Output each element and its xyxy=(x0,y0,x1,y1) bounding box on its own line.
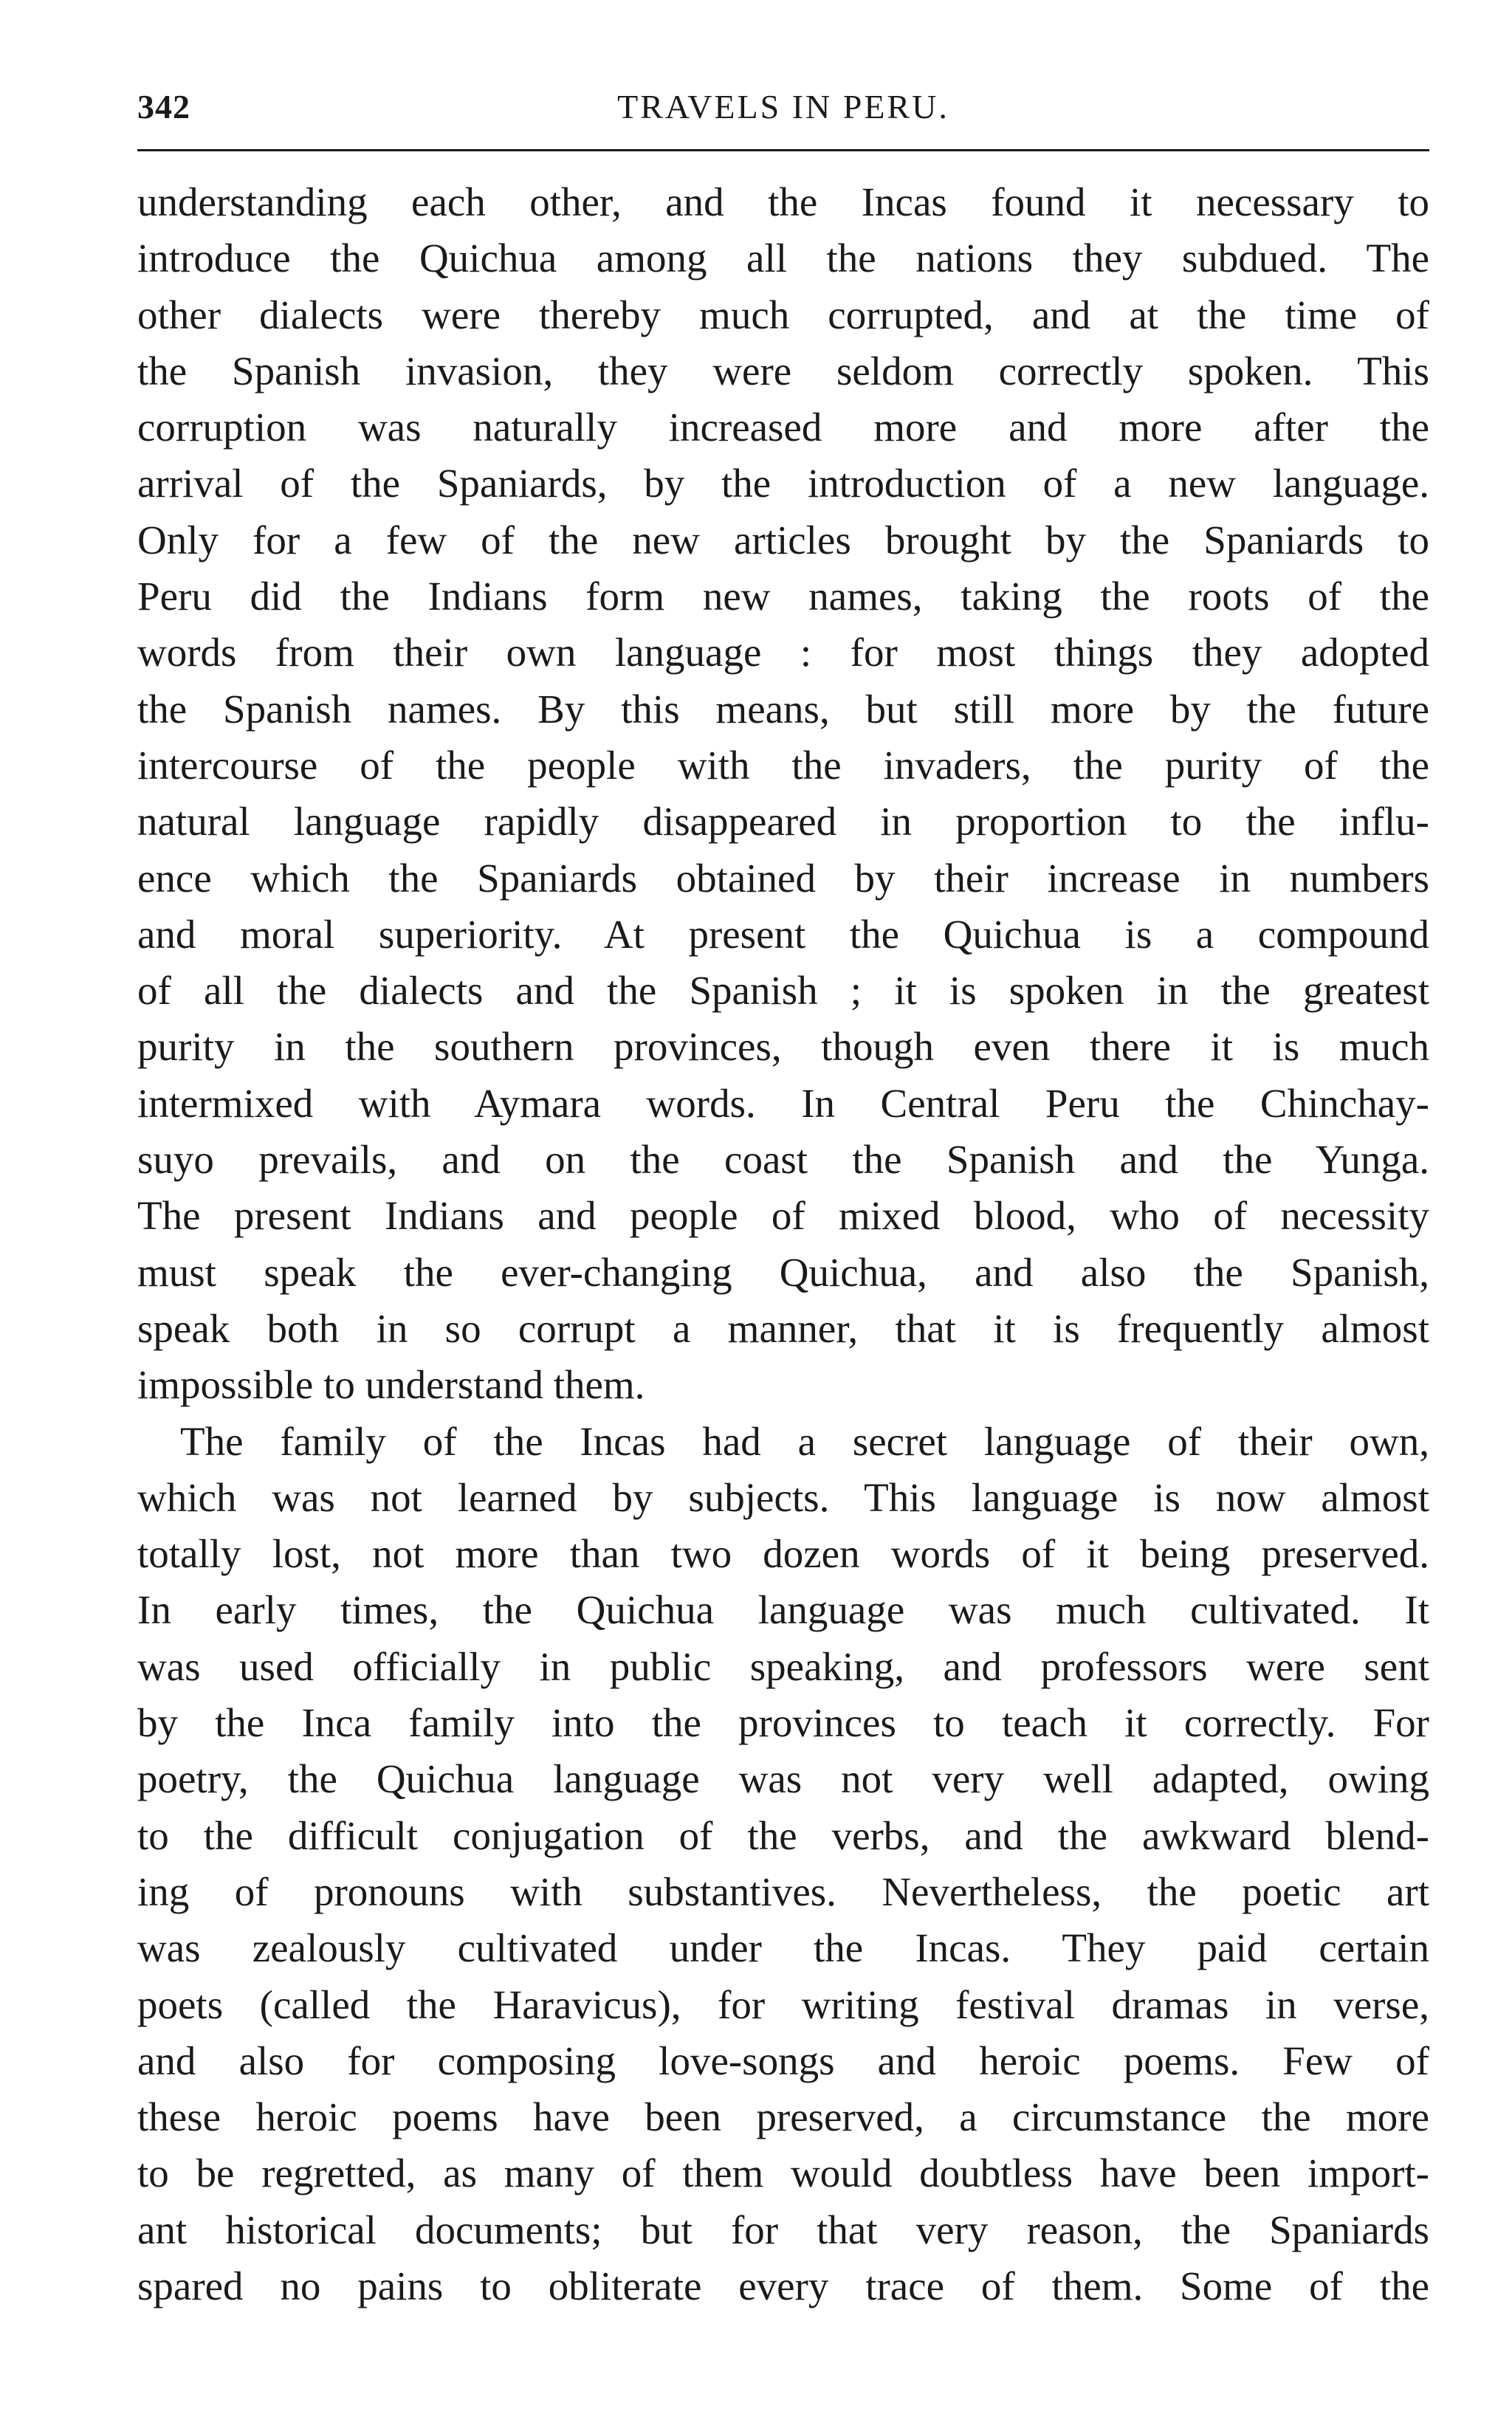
body-text xyxy=(137,174,1429,2314)
text-line: spared no pains to obliterate every trace of them. Some of the xyxy=(137,2263,1429,2308)
text-line: intercourse of the people with the invaders, the purity of the xyxy=(137,742,1429,788)
text-line: suyo prevails, and on the coast the Spanish and the Yunga. xyxy=(137,1137,1429,1183)
text-line: must speak the ever-changing Quichua, and also the Spanish, xyxy=(137,1249,1429,1295)
text-line: other dialects were thereby much corrupted, and at the time of xyxy=(137,292,1429,337)
text-line: was zealously cultivated under the Incas. They paid certain xyxy=(137,1925,1429,1971)
text-line: Only for a few of the new articles brought by the Spaniards to xyxy=(137,517,1429,563)
text-line: corruption was naturally increased more and more after the xyxy=(137,405,1429,450)
header-rule xyxy=(137,149,1429,151)
text-line: words from their own language : for most things they adopted xyxy=(137,630,1429,675)
text-line: understanding each other, and the Incas found it necessary to xyxy=(137,179,1429,224)
text-line: the Spanish invasion, they were seldom correctly spoken. This xyxy=(137,348,1429,393)
text-line: and moral superiority. At present the Quichua is a compound xyxy=(137,911,1429,957)
text-line: arrival of the Spaniards, by the introduction of a new language. xyxy=(137,461,1429,506)
text-line: natural language rapidly disappeared in proportion to the influ- xyxy=(137,799,1429,845)
text-line: to the difficult conjugation of the verbs, and the awkward blend- xyxy=(137,1812,1429,1858)
text-line: poetry, the Quichua language was not very well adapted, owing xyxy=(137,1756,1429,1802)
paragraph-end-line: impossible to understand them. xyxy=(137,1362,645,1408)
text-line: introduce the Quichua among all the nations they subdued. The xyxy=(137,235,1429,281)
text-line: speak both in so corrupt a manner, that it is frequently almost xyxy=(137,1305,1429,1351)
text-line: totally lost, not more than two dozen words of it being preserved. xyxy=(137,1531,1429,1577)
text-line: the Spanish names. By this means, but still more by the future xyxy=(137,686,1429,732)
text-line: ant historical documents; but for that very reason, the Spaniards xyxy=(137,2207,1429,2252)
text-line: was used officially in public speaking, and professors were sent xyxy=(137,1643,1429,1689)
text-line: intermixed with Aymara words. In Central Peru the Chinchay- xyxy=(137,1080,1429,1126)
text-line: of all the dialects and the Spanish ; it is spoken in the greatest xyxy=(137,968,1429,1014)
page-number: 342 xyxy=(137,88,190,125)
text-line: purity in the southern provinces, though even there it is much xyxy=(137,1024,1429,1070)
text-line: and also for composing love-songs and heroic poems. Few of xyxy=(137,2038,1429,2083)
text-line: which was not learned by subjects. This language is now almost xyxy=(137,1474,1429,1520)
text-line: poets (called the Haravicus), for writing festival dramas in verse, xyxy=(137,1981,1429,2027)
text-line: The present Indians and people of mixed blood, who of necessity xyxy=(137,1193,1429,1239)
text-line: ence which the Spaniards obtained by their increase in numbers xyxy=(137,855,1429,901)
text-line: to be regretted, as many of them would doubtless have been import- xyxy=(137,2150,1429,2196)
text-line: these heroic poems have been preserved, a circumstance the more xyxy=(137,2094,1429,2140)
text-line: In early times, the Quichua language was much cultivated. It xyxy=(137,1587,1429,1633)
text-line: Peru did the Indians form new names, taking the roots of the xyxy=(137,574,1429,619)
text-line: ing of pronouns with substantives. Nevertheless, the poetic art xyxy=(137,1868,1429,1914)
text-line: by the Inca family into the provinces to teach it correctly. For xyxy=(137,1700,1429,1746)
paragraph-start-line: The family of the Incas had a secret language of their own, xyxy=(180,1418,1429,1464)
page-header xyxy=(137,87,1429,139)
running-title: TRAVELS IN PERU. xyxy=(617,88,949,125)
